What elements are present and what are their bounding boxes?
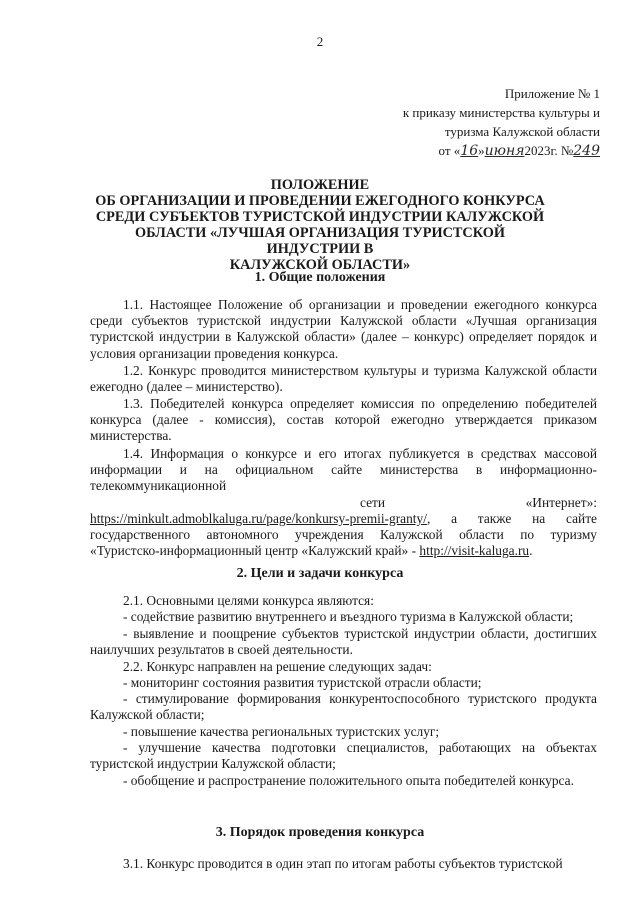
paragraph-1-3: 1.3. Победителей конкурса определяет комиссия по определению победителей конкурса (далее - комиссия), состав которой ежегодно утверждается приказом министерства. xyxy=(90,396,597,444)
appendix-block xyxy=(403,84,600,161)
date-number: 249 xyxy=(573,143,600,159)
appendix-line-3: туризма Калужской области xyxy=(444,124,600,139)
visit-kaluga-link[interactable]: http://visit-kaluga.ru xyxy=(419,543,530,559)
paragraph-2-1: 2.1. Основными целями конкурса являются: xyxy=(123,593,374,608)
date-day: 16 xyxy=(460,143,479,159)
minkult-link[interactable]: https://minkult.admoblkaluga.ru/page/konkursy-premii-granty/ xyxy=(90,510,427,526)
appendix-line-2: к приказу министерства культуры и xyxy=(402,105,600,120)
p1-4-line-3: телекоммуникационной xyxy=(90,478,227,494)
appendix-date-line xyxy=(403,141,600,161)
task-1: - мониторинг состояния развития туристской отрасли области; xyxy=(123,675,482,690)
document-title xyxy=(90,177,550,273)
p1-4-line-5 xyxy=(90,511,597,527)
p1-4-internet: «Интернет»: xyxy=(525,494,597,510)
p1-4-line-2: информации и на официальном сайте министерства в информационно- xyxy=(90,462,597,478)
p1-4-line-7-end: . xyxy=(529,543,533,559)
task-3: - повышение качества региональных туристских услуг; xyxy=(123,724,440,739)
goal-2: - выявление и поощрение субъектов туристской индустрии области, достигших наилучших результатов в своей деятельности. xyxy=(90,626,597,658)
p1-4-line-1: 1.4. Информация о конкурсе и его итогах публикуется в средствах массовой xyxy=(123,446,597,461)
date-prefix: от « xyxy=(438,143,461,158)
p1-4-line-6: государственного автономного учреждения Калужской области по туризму xyxy=(90,526,597,542)
goal-1: - содействие развитию внутреннего и въездного туризма в Калужской области; xyxy=(123,609,574,624)
title-line-5: КАЛУЖСКОЙ ОБЛАСТИ» xyxy=(229,257,411,273)
task-4: - улучшение качества подготовки специалистов, работающих на объектах туристской индустрии Калужской области; xyxy=(90,740,597,772)
title-line-4: ОБЛАСТИ «ЛУЧШАЯ ОРГАНИЗАЦИЯ ТУРИСТСКОЙ ИНДУСТРИИ В xyxy=(134,225,506,257)
paragraph-2-2: 2.2. Конкурс направлен на решение следующих задач: xyxy=(123,659,432,674)
paragraph-1-2: 1.2. Конкурс проводится министерством культуры и туризма Калужской области ежегодно (далее – министерство). xyxy=(90,363,597,395)
section-3-heading: 3. Порядок проведения конкурса xyxy=(215,825,425,840)
paragraph-3-1: 3.1. Конкурс проводится в один этап по итогам работы субъектов туристской xyxy=(123,856,563,871)
date-mid: » xyxy=(478,143,485,158)
title-line-1: ПОЛОЖЕНИЕ xyxy=(270,177,370,193)
p1-4-line-4 xyxy=(90,495,597,511)
page-number: 2 xyxy=(316,34,324,49)
p1-4-line-7-text: «Туристско-информационный центр «Калужский край» - xyxy=(90,543,417,559)
p1-4-line-5-rest: , а также на сайте xyxy=(426,510,597,526)
appendix-line-1: Приложение № 1 xyxy=(504,86,600,101)
task-2: - стимулирование формирования конкурентоспособного туристского продукта Калужской области; xyxy=(90,691,597,723)
section-2-heading: 2. Цели и задачи конкурса xyxy=(236,566,404,581)
task-5: - обобщение и распространение положительного опыта победителей конкурса. xyxy=(123,773,574,788)
p1-4-line-7 xyxy=(90,543,597,559)
paragraph-1-4 xyxy=(90,446,597,559)
title-line-3: СРЕДИ СУБЪЕКТОВ ТУРИСТСКОЙ ИНДУСТРИИ КАЛУЖСКОЙ xyxy=(95,209,545,225)
date-month: июня xyxy=(484,143,525,159)
p1-4-seti: сети xyxy=(360,494,386,510)
date-year: 2023г. № xyxy=(524,143,574,158)
paragraph-1-1: 1.1. Настоящее Положение об организации и проведении ежегодного конкурса среди субъектов туристской индустрии Калужской области «Лучшая организация туристской индустрии в Калужской области» (далее – конкурс) определяет порядок и условия организации проведения конкурса. xyxy=(90,297,597,361)
section-1-heading: 1. Общие положения xyxy=(254,270,386,285)
title-line-2: ОБ ОРГАНИЗАЦИИ И ПРОВЕДЕНИИ ЕЖЕГОДНОГО КОНКУРСА xyxy=(95,193,545,209)
